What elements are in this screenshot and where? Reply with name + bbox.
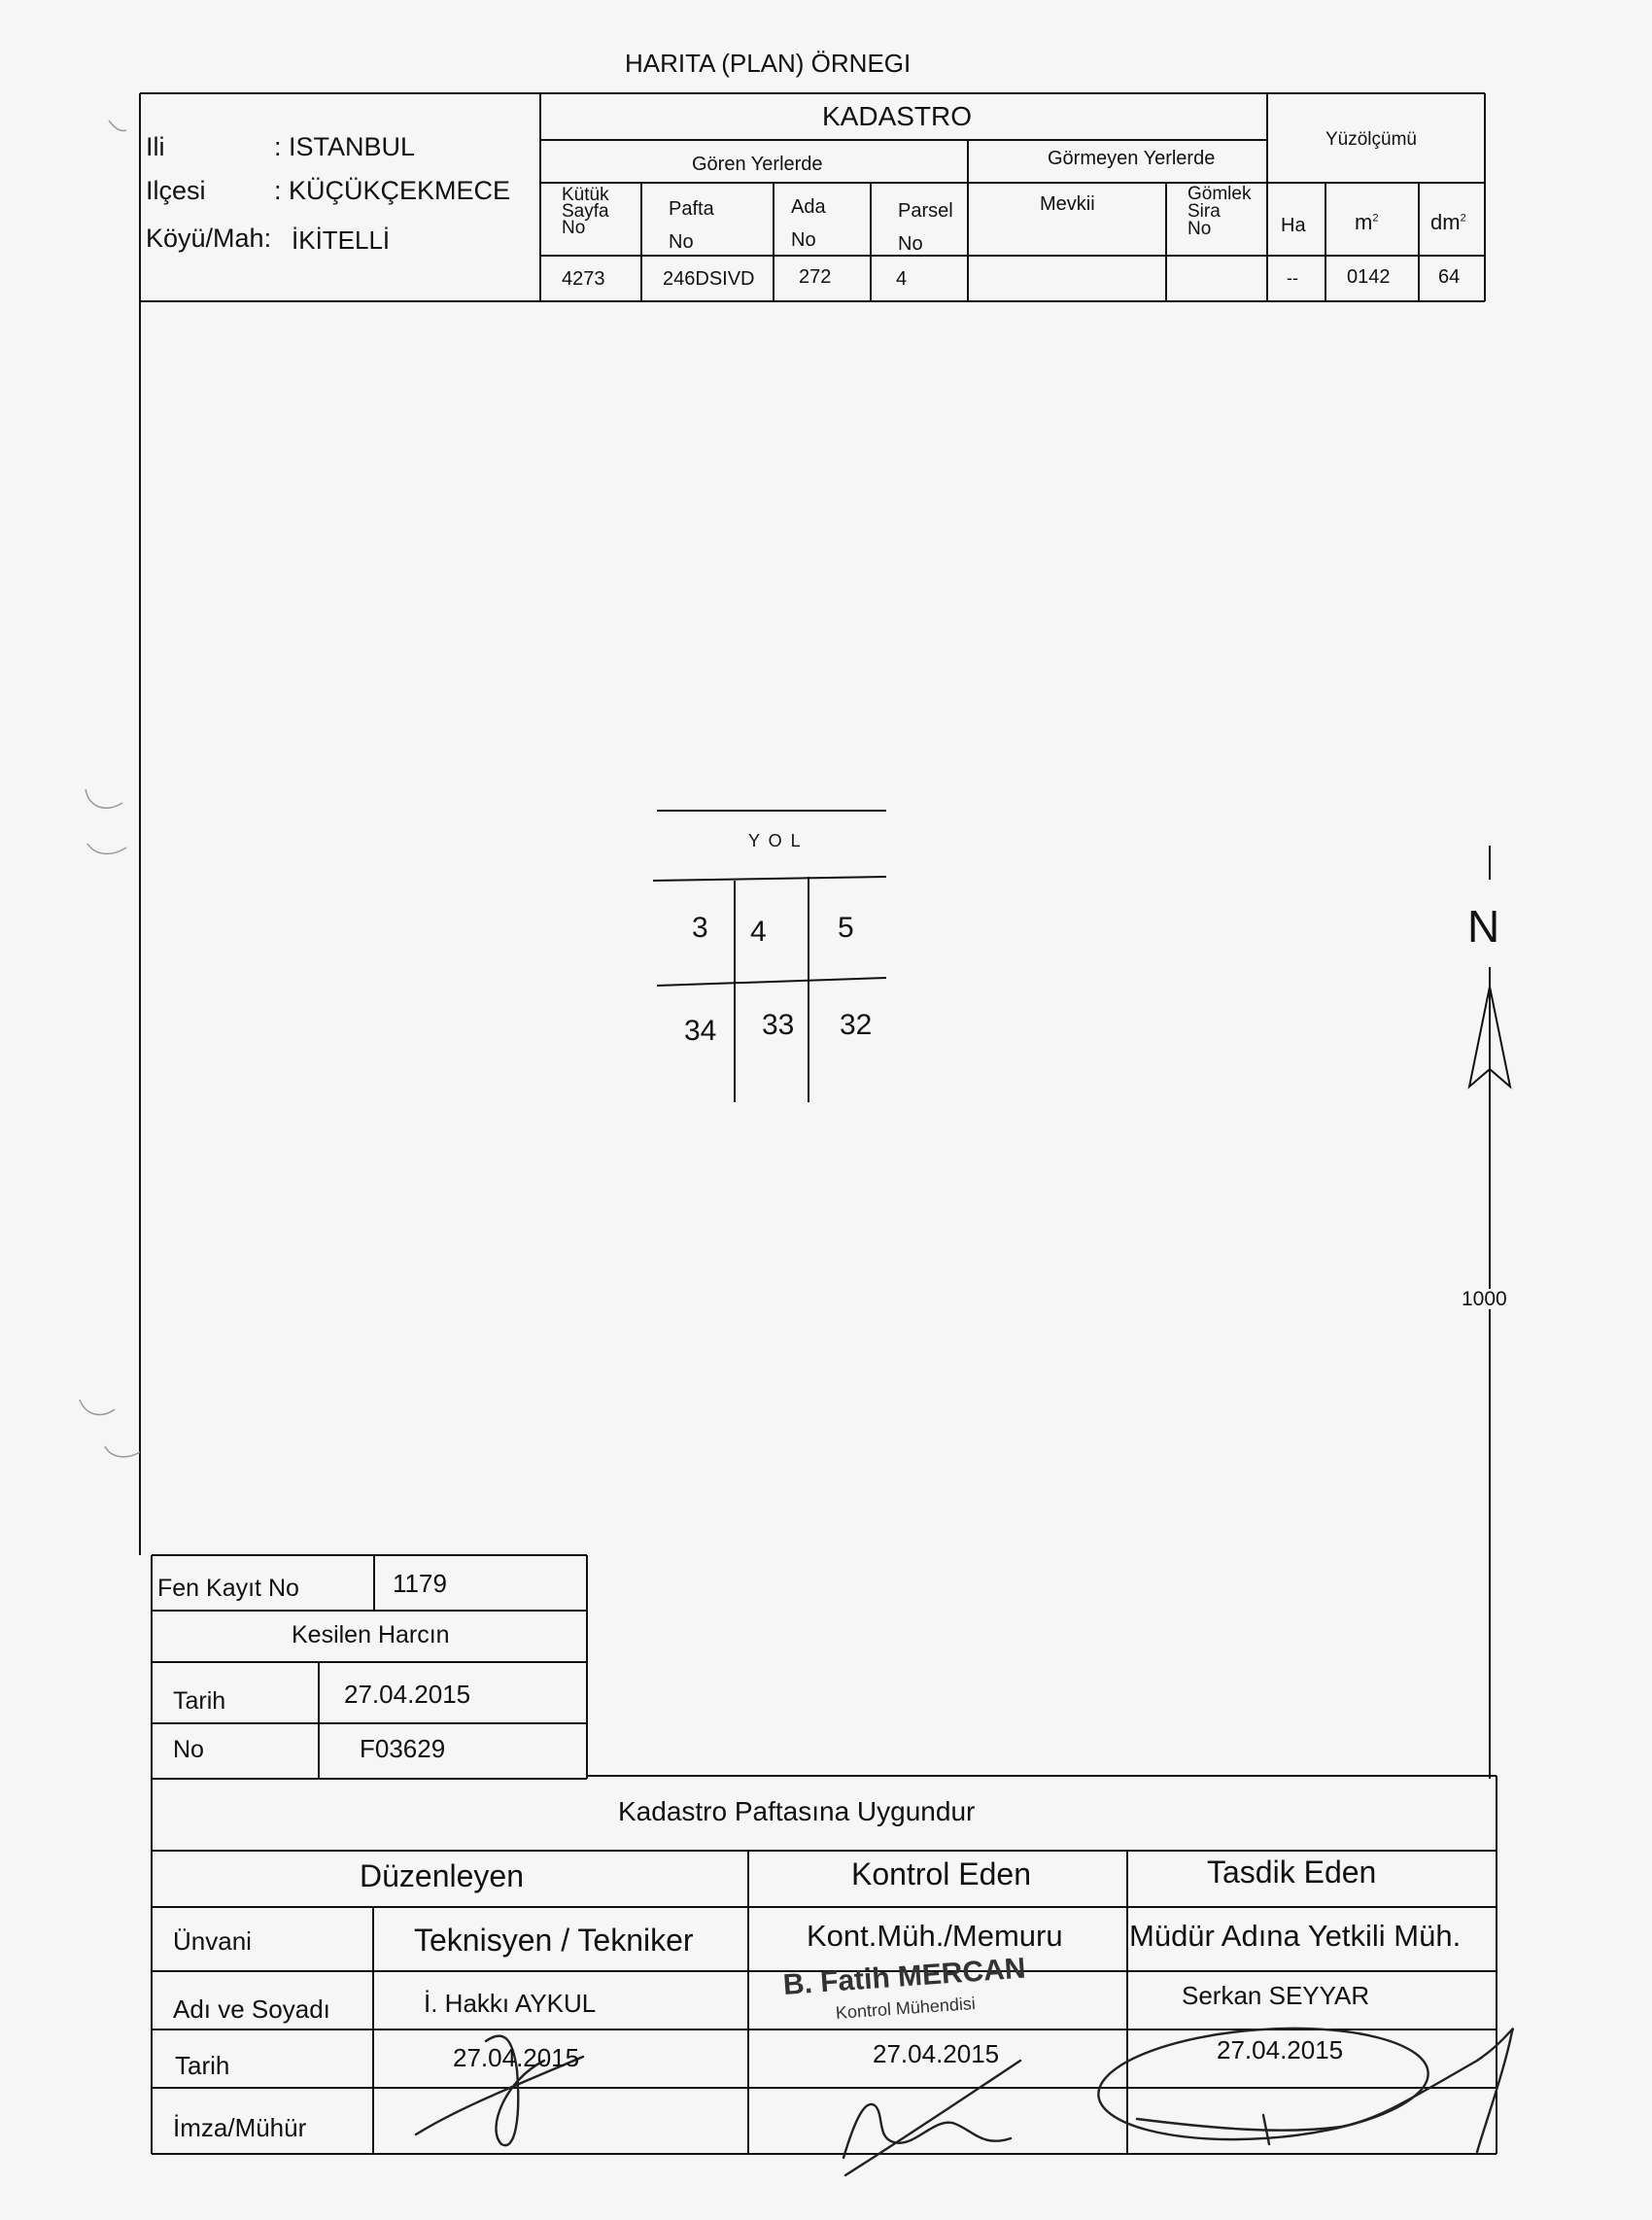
fen-kayit-label: Fen Kayıt No [157,1575,299,1602]
cell-pafta: 246DSIVD [663,268,755,290]
kadastro-uygundur: Kadastro Paftasına Uygundur [618,1796,976,1826]
cell-parsel: 4 [896,268,908,290]
ad-kontrol-stamp: B. Fatih MERCAN [781,1952,1027,2001]
tarih-kontrol: 27.04.2015 [873,2039,1000,2068]
row-imza-label: İmza/Mühür [173,2113,307,2142]
koy-value: İKİTELLİ [292,225,391,255]
harc-no-label: No [173,1736,204,1763]
ad-duzenleyen: İ. Hakkı AYKUL [424,1989,597,2018]
unvan-duzenleyen: Teknisyen / Tekniker [414,1923,694,1958]
tarih-duzenleyen: 27.04.2015 [453,2043,580,2072]
parcel-4: 4 [750,916,767,948]
col-mevkii-header: Mevkii [1040,193,1095,215]
road-label: Y O L [748,831,803,850]
parcel-34: 34 [684,1015,717,1047]
cell-ada: 272 [799,266,832,288]
document-title: HARITA (PLAN) ÖRNEGI [625,49,912,78]
header-kontrol-eden: Kontrol Eden [851,1856,1032,1891]
row-ad-label: Adı ve Soyadı [173,1995,330,2024]
col-kutuk-header: Kütük Sayfa No [562,185,609,238]
header-duzenleyen: Düzenleyen [360,1858,524,1893]
punch-hole-marks [80,121,140,1457]
cell-m2: 0142 [1347,266,1391,288]
unvan-kontrol: Kont.Müh./Memuru [807,1919,1063,1953]
parcel-5: 5 [838,912,854,944]
kesilen-harc-heading: Kesilen Harcın [292,1621,450,1648]
il-value: : ISTANBUL [274,132,416,161]
row-unvan-label: Ünvani [173,1926,252,1956]
cell-ha: -- [1287,268,1298,288]
col-ada-header: Ada No [791,196,826,251]
gormeyen-yerlerde-header: Görmeyen Yerlerde [1048,148,1216,169]
col-pafta-header: Pafta No [669,198,714,253]
harc-no-value: F03629 [360,1734,446,1763]
goren-yerlerde-header: Gören Yerlerde [692,154,823,175]
col-m2-header: $m^2$ [1355,210,1379,234]
row-tarih-label: Tarih [175,2051,230,2080]
parcel-3: 3 [692,912,708,944]
parcel-33: 33 [762,1009,795,1041]
ad-kontrol-stamp-sub: Kontrol Mühendisi [835,1993,977,2023]
north-label: N [1467,901,1500,952]
parcel-32: 32 [840,1009,873,1041]
header-tasdik-eden: Tasdik Eden [1207,1855,1377,1890]
scale-label: 1000 [1462,1288,1507,1310]
tarih-tasdik: 27.04.2015 [1217,2035,1344,2064]
fen-kayit-value: 1179 [393,1569,447,1598]
harc-tarih-label: Tarih [173,1687,226,1715]
cell-kutuk: 4273 [562,268,605,290]
col-parsel-header: Parsel No [898,200,953,255]
unvan-tasdik: Müdür Adına Yetkili Müh. [1129,1919,1462,1953]
il-label: Ili [146,132,165,161]
koy-label: Köyü/Mah: [146,224,272,253]
cell-dm2: 64 [1438,266,1461,288]
col-dm2-header: $dm^2$ [1430,210,1466,234]
yuzolcumu-header: Yüzölçümü [1325,129,1417,150]
col-ha-header: Ha [1281,215,1306,236]
ilce-value: : KÜÇÜKÇEKMECE [274,176,511,205]
ad-tasdik: Serkan SEYYAR [1182,1981,1370,2010]
kadastro-heading: KADASTRO [822,101,973,131]
harc-tarih-value: 27.04.2015 [344,1680,471,1709]
ilce-label: Ilçesi [146,176,206,205]
col-gomlek-header: Gömlek Sira No [1187,184,1252,239]
